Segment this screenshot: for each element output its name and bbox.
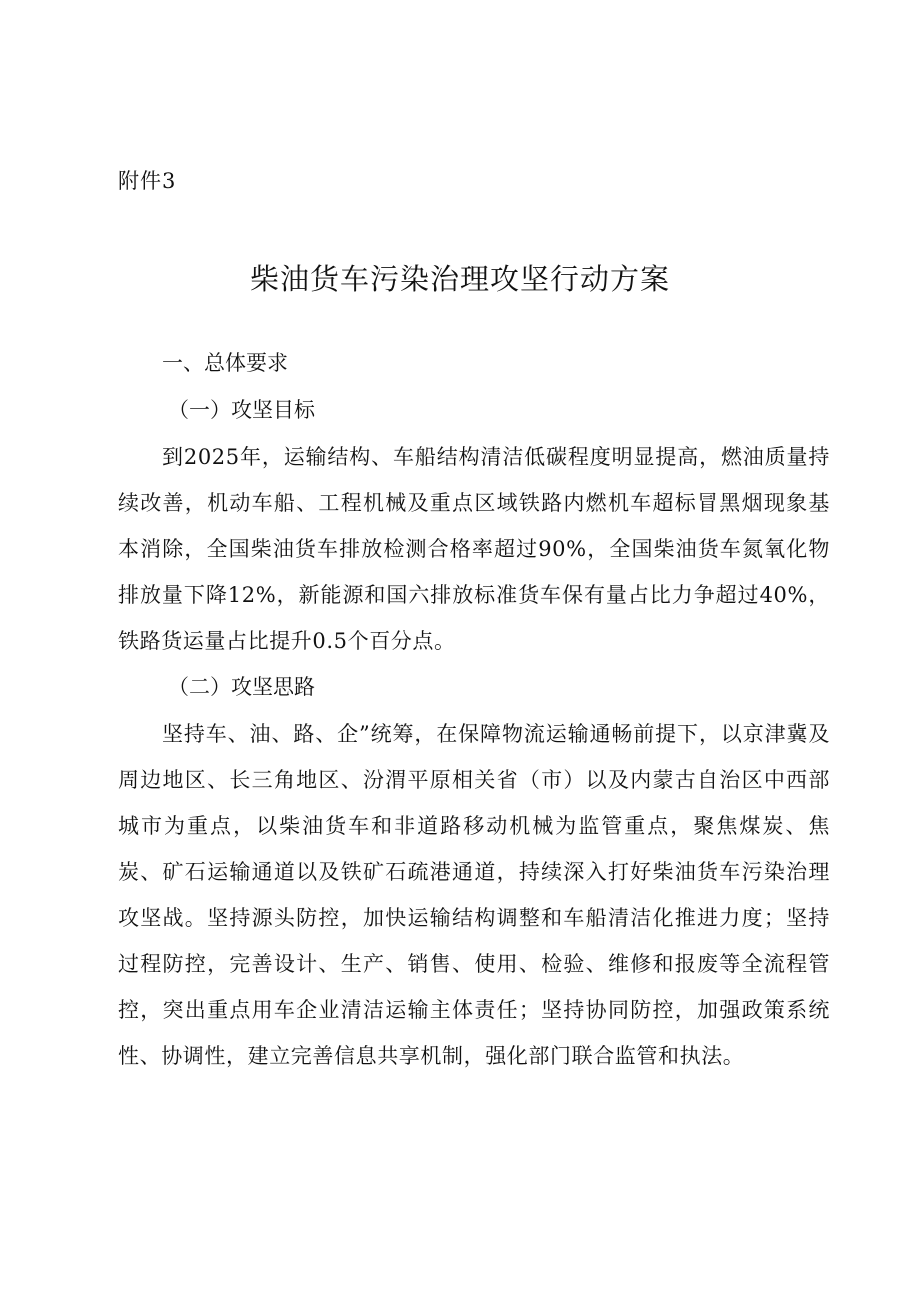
attachment-label: 附件3 <box>118 169 177 193</box>
subsection-heading-goals: （一）攻坚目标 <box>168 398 315 422</box>
paragraph-goals: 到2025年，运输结构、车船结构清洁低碳程度明显提高，燃油质量持续改善，机动车船、工程机械及重点区域铁路内燃机车超标冒黑烟现象基本消除，全国柴油货车排放检测合格率超过90%，全国柴油货车氮氧化物排放量下降12%，新能源和国六排放标准货车保有量占比力争超过40%，铁路货运量占比提升0.5个百分点。 <box>118 445 830 653</box>
subsection-heading-approach: （二）攻坚思路 <box>168 675 315 699</box>
paragraph-approach: 坚持车、油、路、企”统筹，在保障物流运输通畅前提下，以京津冀及周边地区、长三角地区、汾渭平原相关省（市）以及内蒙古自治区中西部城市为重点，以柴油货车和非道路移动机械为监管重点，聚焦煤炭、焦炭、矿石运输通道以及铁矿石疏港通道，持续深入打好柴油货车污染治理攻坚战。坚持源头防控，加快运输结构调整和车船清洁化推进力度；坚持过程防控，完善设计、生产、销售、使用、检验、维修和报废等全流程管控，突出重点用车企业清洁运输主体责任；坚持协同防控，加强政策系统性、协调性，建立完善信息共享机制，强化部门联合监管和执法。 <box>118 722 830 1068</box>
section-heading-general-requirements: 一、总体要求 <box>162 351 288 375</box>
document-title: 柴油货车污染治理攻坚行动方案 <box>249 262 670 296</box>
